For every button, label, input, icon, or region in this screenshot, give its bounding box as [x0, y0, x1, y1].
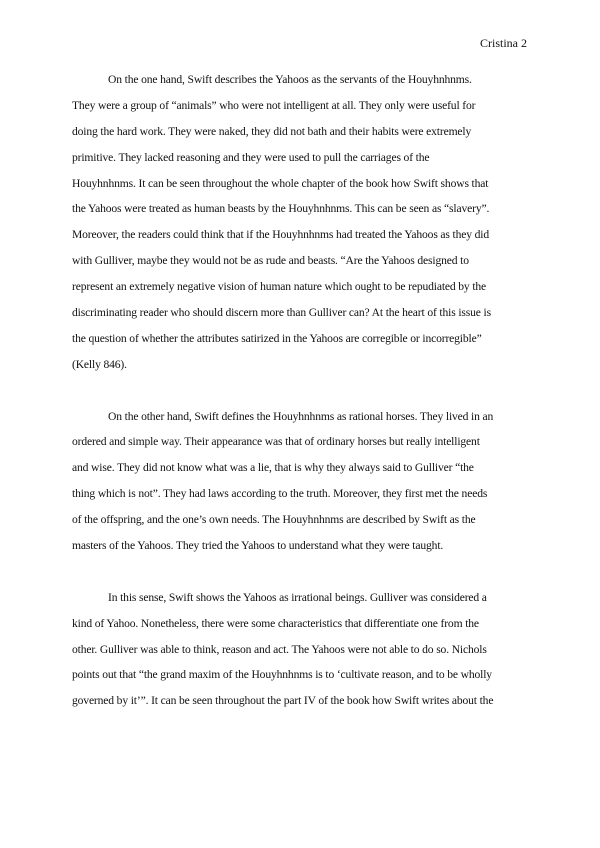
paragraph-line: (Kelly 846). [72, 357, 127, 371]
body-text [72, 67, 530, 714]
paragraph-line: with Gulliver, maybe they would not be as rude and beasts. “Are the Yahoos designed to [72, 254, 469, 268]
paragraph-line: the question of whether the attributes satirized in the Yahoos are corregible or incorregible” [72, 331, 482, 345]
paragraph-line: points out that “the grand maxim of the Houyhnhnms is to ‘cultivate reason, and to be wholly [72, 668, 492, 682]
paragraph-line: They were a group of “animals” who were not intelligent at all. They only were useful for [72, 98, 476, 112]
paragraph-line: Moreover, the readers could think that if the Houyhnhnms had treated the Yahoos as they did [72, 228, 490, 242]
paragraph-line: thing which is not”. They had laws according to the truth. Moreover, they first met the needs [72, 487, 488, 501]
paragraph-line: On the other hand, Swift defines the Houyhnhnms as rational horses. They lived in an [108, 409, 494, 423]
paragraph-line: Houyhnhnms. It can be seen throughout the whole chapter of the book how Swift shows that [72, 176, 489, 190]
paragraph-line: doing the hard work. They were naked, they did not bath and their habits were extremely [72, 124, 472, 138]
paragraph-line: On the one hand, Swift describes the Yahoos as the servants of the Houyhnhnms. [108, 73, 472, 86]
paragraph-line: governed by it’”. It can be seen throughout the part IV of the book how Swift writes about the [72, 694, 494, 708]
paragraph-line: discriminating reader who should discern more than Gulliver can? At the heart of this issue is [72, 306, 491, 320]
paragraph-line: ordered and simple way. Their appearance was that of ordinary horses but really intelligent [72, 435, 480, 449]
paragraph-line: represent an extremely negative vision of human nature which ought to be repudiated by the [72, 280, 487, 294]
paragraph-gap [72, 378, 530, 404]
paragraph-line: primitive. They lacked reasoning and they were used to pull the carriages of the [72, 150, 430, 164]
paragraph-line: other. Gulliver was able to think, reason and act. The Yahoos were not able to do so. Nichols [72, 642, 487, 656]
paragraph-line: of the offspring, and the one’s own needs. The Houyhnhnms are described by Swift as the [72, 513, 476, 527]
paragraph-line: the Yahoos were treated as human beasts by the Houyhnhnms. This can be seen as “slavery”. [72, 202, 490, 216]
running-header: Cristina 2 [480, 36, 527, 50]
paragraph-line: and wise. They did not know what was a lie, that is why they always said to Gulliver “the [72, 461, 474, 475]
paragraph [72, 67, 530, 378]
paragraph-line: In this sense, Swift shows the Yahoos as irrational beings. Gulliver was considered a [108, 590, 487, 604]
paragraph [72, 585, 530, 714]
paragraph-gap [72, 559, 530, 585]
paragraph [72, 404, 530, 559]
paragraph-line: masters of the Yahoos. They tried the Yahoos to understand what they were taught. [72, 539, 444, 553]
paragraph-line: kind of Yahoo. Nonetheless, there were some characteristics that differentiate one from the [72, 616, 479, 630]
